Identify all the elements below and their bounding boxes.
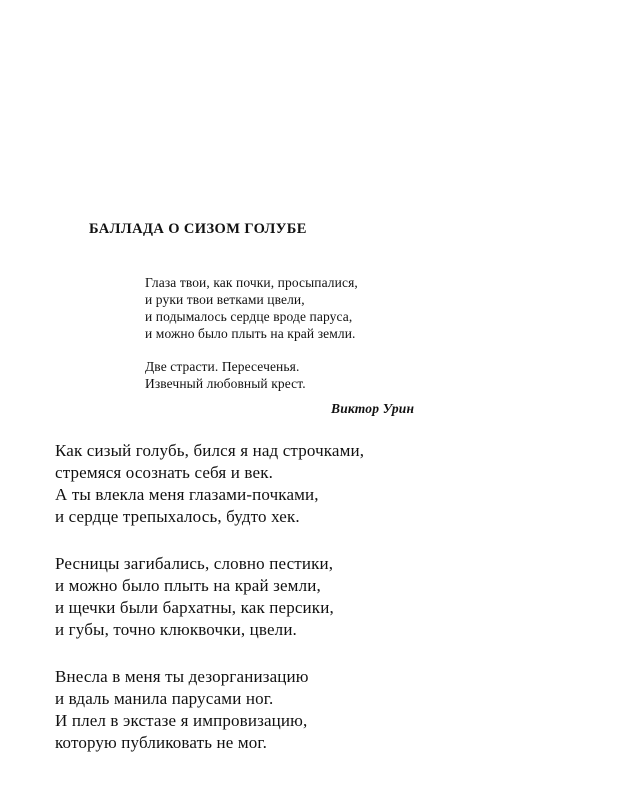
poem-line: стремяся осознать себя и век. — [55, 463, 274, 482]
epigraph-line: и подымалось сердце вроде паруса, — [145, 309, 353, 324]
poem-line: Внесла в меня ты дезорганизацию — [55, 667, 309, 686]
epigraph-line: Глаза твои, как почки, просыпалися, — [145, 275, 358, 290]
poem-stanza-3 — [55, 666, 309, 754]
poem-line: и губы, точно клюквочки, цвели. — [55, 620, 297, 639]
epigraph-line: и можно было плыть на край земли. — [145, 326, 356, 341]
poem-line: и сердце трепыхалось, будто хек. — [55, 507, 300, 526]
stanza-gap — [145, 342, 358, 358]
poem-stanza-2 — [55, 553, 334, 641]
epigraph-stanza-1 — [145, 274, 358, 342]
poem-title: БАЛЛАДА О СИЗОМ ГОЛУБЕ — [89, 221, 307, 237]
poem-line: А ты влекла меня глазами-почками, — [55, 485, 319, 504]
poem-line: и можно было плыть на край земли, — [55, 576, 321, 595]
poem-line: и вдаль манила парусами ног. — [55, 689, 274, 708]
epigraph-author: Виктор Урин — [331, 401, 415, 416]
epigraph-line: Две страсти. Пересеченья. — [145, 359, 300, 374]
epigraph-line: и руки твои ветками цвели, — [145, 292, 305, 307]
epigraph-stanza-2 — [145, 358, 358, 392]
poem-line: И плел в экстазе я импровизацию, — [55, 711, 308, 730]
poem-line: которую публиковать не мог. — [55, 733, 268, 752]
poem-stanza-1 — [55, 440, 364, 528]
poem-line: Как сизый голубь, бился я над строчками, — [55, 441, 365, 460]
poem-line: Ресницы загибались, словно пестики, — [55, 554, 334, 573]
epigraph — [145, 274, 358, 392]
poem-line: и щечки были бархатны, как персики, — [55, 598, 334, 617]
epigraph-line: Извечный любовный крест. — [145, 376, 306, 391]
